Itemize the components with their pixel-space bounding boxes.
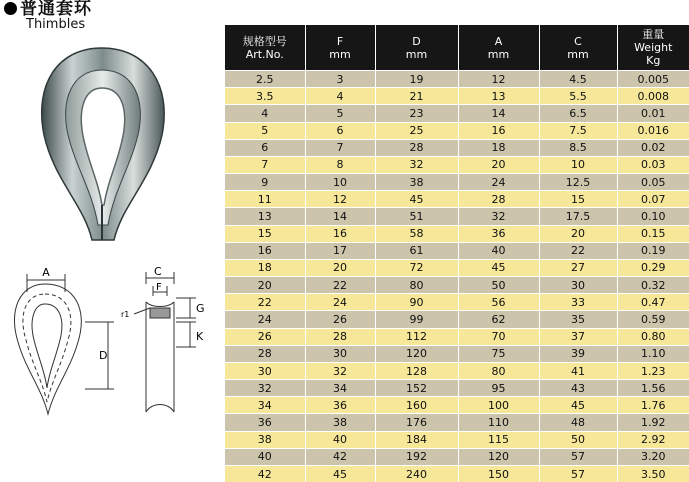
cell-f: 7 xyxy=(305,139,375,156)
cell-f: 6 xyxy=(305,122,375,139)
dim-label-k: K xyxy=(196,330,204,343)
cell-a: 16 xyxy=(458,122,539,139)
cell-art-no: 2.5 xyxy=(225,71,305,88)
cell-a: 70 xyxy=(458,328,539,345)
cell-a: 110 xyxy=(458,414,539,431)
cell-a: 24 xyxy=(458,174,539,191)
cell-a: 14 xyxy=(458,105,539,122)
cell-art-no: 7 xyxy=(225,156,305,173)
cell-c: 17.5 xyxy=(539,208,617,225)
table-row xyxy=(225,71,689,88)
cell-d: 51 xyxy=(375,208,458,225)
cell-d: 32 xyxy=(375,156,458,173)
cell-c: 50 xyxy=(539,431,617,448)
cell-a: 56 xyxy=(458,294,539,311)
cell-d: 72 xyxy=(375,259,458,276)
cell-c: 22 xyxy=(539,242,617,259)
cell-c: 57 xyxy=(539,465,617,482)
cell-d: 61 xyxy=(375,242,458,259)
cell-art-no: 42 xyxy=(225,465,305,482)
cell-art-no: 13 xyxy=(225,208,305,225)
cell-art-no: 20 xyxy=(225,277,305,294)
cell-weight: 0.008 xyxy=(617,88,689,105)
cell-weight: 2.92 xyxy=(617,431,689,448)
table-row xyxy=(225,362,689,379)
cell-c: 15 xyxy=(539,191,617,208)
cell-f: 34 xyxy=(305,380,375,397)
cell-art-no: 30 xyxy=(225,362,305,379)
cell-c: 48 xyxy=(539,414,617,431)
cell-d: 120 xyxy=(375,345,458,362)
table-row xyxy=(225,259,689,276)
cell-d: 21 xyxy=(375,88,458,105)
cell-art-no: 22 xyxy=(225,294,305,311)
cell-weight: 0.15 xyxy=(617,225,689,242)
table-row xyxy=(225,191,689,208)
cell-art-no: 32 xyxy=(225,380,305,397)
front-view xyxy=(14,274,114,414)
table-row xyxy=(225,156,689,173)
cell-d: 90 xyxy=(375,294,458,311)
cell-c: 27 xyxy=(539,259,617,276)
cell-a: 36 xyxy=(458,225,539,242)
cell-d: 19 xyxy=(375,71,458,88)
cell-d: 58 xyxy=(375,225,458,242)
cell-weight: 0.47 xyxy=(617,294,689,311)
cell-a: 50 xyxy=(458,277,539,294)
cell-weight: 0.016 xyxy=(617,122,689,139)
cell-c: 6.5 xyxy=(539,105,617,122)
cell-f: 36 xyxy=(305,397,375,414)
cell-d: 80 xyxy=(375,277,458,294)
cell-d: 160 xyxy=(375,397,458,414)
cell-d: 25 xyxy=(375,122,458,139)
thimble-photo xyxy=(22,40,182,250)
cell-c: 7.5 xyxy=(539,122,617,139)
table-row xyxy=(225,174,689,191)
cell-art-no: 4 xyxy=(225,105,305,122)
cell-a: 150 xyxy=(458,465,539,482)
side-view xyxy=(134,272,196,412)
table-row xyxy=(225,328,689,345)
cell-art-no: 9 xyxy=(225,174,305,191)
cell-c: 20 xyxy=(539,225,617,242)
cell-c: 35 xyxy=(539,311,617,328)
header-f: F mm xyxy=(305,25,375,71)
dim-label-f: F xyxy=(156,282,162,293)
cell-d: 184 xyxy=(375,431,458,448)
cell-weight: 0.29 xyxy=(617,259,689,276)
cell-weight: 3.50 xyxy=(617,465,689,482)
header-row xyxy=(225,25,689,71)
cell-f: 20 xyxy=(305,259,375,276)
cell-weight: 1.10 xyxy=(617,345,689,362)
cell-f: 10 xyxy=(305,174,375,191)
cell-art-no: 36 xyxy=(225,414,305,431)
cell-f: 12 xyxy=(305,191,375,208)
cell-d: 28 xyxy=(375,139,458,156)
cell-a: 18 xyxy=(458,139,539,156)
cell-a: 75 xyxy=(458,345,539,362)
cell-d: 128 xyxy=(375,362,458,379)
cell-a: 45 xyxy=(458,259,539,276)
table-row xyxy=(225,345,689,362)
spec-table xyxy=(225,25,689,482)
cell-a: 100 xyxy=(458,397,539,414)
cell-art-no: 34 xyxy=(225,397,305,414)
cell-weight: 3.20 xyxy=(617,448,689,465)
header-weight: 重量 Weight Kg xyxy=(617,25,689,71)
cell-art-no: 3.5 xyxy=(225,88,305,105)
table-row xyxy=(225,311,689,328)
cell-art-no: 6 xyxy=(225,139,305,156)
cell-f: 42 xyxy=(305,448,375,465)
cell-c: 41 xyxy=(539,362,617,379)
cell-a: 32 xyxy=(458,208,539,225)
dim-label-g: G xyxy=(196,302,205,315)
cell-f: 16 xyxy=(305,225,375,242)
cell-a: 12 xyxy=(458,71,539,88)
cell-weight: 1.23 xyxy=(617,362,689,379)
cell-f: 5 xyxy=(305,105,375,122)
cell-art-no: 5 xyxy=(225,122,305,139)
cell-f: 17 xyxy=(305,242,375,259)
table-row xyxy=(225,88,689,105)
cell-art-no: 40 xyxy=(225,448,305,465)
table-row xyxy=(225,465,689,482)
cell-c: 8.5 xyxy=(539,139,617,156)
cell-c: 5.5 xyxy=(539,88,617,105)
table-row xyxy=(225,431,689,448)
table-row xyxy=(225,397,689,414)
dim-label-a: A xyxy=(42,266,50,279)
cell-c: 57 xyxy=(539,448,617,465)
cell-c: 4.5 xyxy=(539,71,617,88)
cell-f: 4 xyxy=(305,88,375,105)
table-row xyxy=(225,414,689,431)
cell-c: 12.5 xyxy=(539,174,617,191)
cell-f: 28 xyxy=(305,328,375,345)
cell-f: 40 xyxy=(305,431,375,448)
cell-weight: 0.07 xyxy=(617,191,689,208)
cell-weight: 0.03 xyxy=(617,156,689,173)
cell-art-no: 24 xyxy=(225,311,305,328)
cell-d: 152 xyxy=(375,380,458,397)
cell-d: 45 xyxy=(375,191,458,208)
table-row xyxy=(225,380,689,397)
table-row xyxy=(225,277,689,294)
cell-d: 23 xyxy=(375,105,458,122)
cell-f: 22 xyxy=(305,277,375,294)
table-row xyxy=(225,448,689,465)
cell-f: 14 xyxy=(305,208,375,225)
cell-weight: 1.56 xyxy=(617,380,689,397)
table-row xyxy=(225,208,689,225)
cell-art-no: 16 xyxy=(225,242,305,259)
cell-d: 38 xyxy=(375,174,458,191)
cell-weight: 0.01 xyxy=(617,105,689,122)
cell-art-no: 28 xyxy=(225,345,305,362)
dim-label-c: C xyxy=(154,265,162,278)
table-row xyxy=(225,122,689,139)
cell-weight: 0.59 xyxy=(617,311,689,328)
table-row xyxy=(225,294,689,311)
cell-art-no: 38 xyxy=(225,431,305,448)
cell-a: 95 xyxy=(458,380,539,397)
title-block xyxy=(4,0,92,32)
cell-f: 38 xyxy=(305,414,375,431)
table-row xyxy=(225,225,689,242)
header-art-no: 规格型号 Art.No. xyxy=(225,25,305,71)
cell-weight: 0.19 xyxy=(617,242,689,259)
cell-d: 192 xyxy=(375,448,458,465)
cell-d: 112 xyxy=(375,328,458,345)
title-english: Thimbles xyxy=(26,17,86,32)
cell-art-no: 15 xyxy=(225,225,305,242)
cell-a: 13 xyxy=(458,88,539,105)
cell-a: 80 xyxy=(458,362,539,379)
cell-weight: 1.76 xyxy=(617,397,689,414)
cell-weight: 0.05 xyxy=(617,174,689,191)
cell-a: 115 xyxy=(458,431,539,448)
cell-d: 240 xyxy=(375,465,458,482)
cell-art-no: 18 xyxy=(225,259,305,276)
cell-d: 176 xyxy=(375,414,458,431)
dim-label-r1: r1 xyxy=(121,310,130,319)
cell-c: 43 xyxy=(539,380,617,397)
cell-weight: 1.92 xyxy=(617,414,689,431)
cell-a: 40 xyxy=(458,242,539,259)
cell-c: 45 xyxy=(539,397,617,414)
cell-a: 120 xyxy=(458,448,539,465)
cell-a: 20 xyxy=(458,156,539,173)
cell-f: 30 xyxy=(305,345,375,362)
title-chinese-text: 普通套环 xyxy=(20,0,92,19)
cell-d: 99 xyxy=(375,311,458,328)
cell-weight: 0.32 xyxy=(617,277,689,294)
cell-f: 26 xyxy=(305,311,375,328)
header-c: C mm xyxy=(539,25,617,71)
cell-weight: 0.10 xyxy=(617,208,689,225)
bullet-dot-icon xyxy=(4,2,17,15)
header-d: D mm xyxy=(375,25,458,71)
cell-c: 10 xyxy=(539,156,617,173)
cell-weight: 0.80 xyxy=(617,328,689,345)
cell-f: 8 xyxy=(305,156,375,173)
dim-label-d: D xyxy=(99,349,108,362)
table-row xyxy=(225,105,689,122)
cell-art-no: 26 xyxy=(225,328,305,345)
cell-a: 28 xyxy=(458,191,539,208)
cell-c: 30 xyxy=(539,277,617,294)
cell-f: 24 xyxy=(305,294,375,311)
cell-c: 37 xyxy=(539,328,617,345)
cell-weight: 0.02 xyxy=(617,139,689,156)
thimble-technical-drawing xyxy=(0,262,212,422)
table-row xyxy=(225,139,689,156)
cell-a: 62 xyxy=(458,311,539,328)
cell-f: 32 xyxy=(305,362,375,379)
cell-c: 39 xyxy=(539,345,617,362)
cell-art-no: 11 xyxy=(225,191,305,208)
cell-f: 45 xyxy=(305,465,375,482)
cell-c: 33 xyxy=(539,294,617,311)
cell-f: 3 xyxy=(305,71,375,88)
cell-weight: 0.005 xyxy=(617,71,689,88)
header-a: A mm xyxy=(458,25,539,71)
table-row xyxy=(225,242,689,259)
